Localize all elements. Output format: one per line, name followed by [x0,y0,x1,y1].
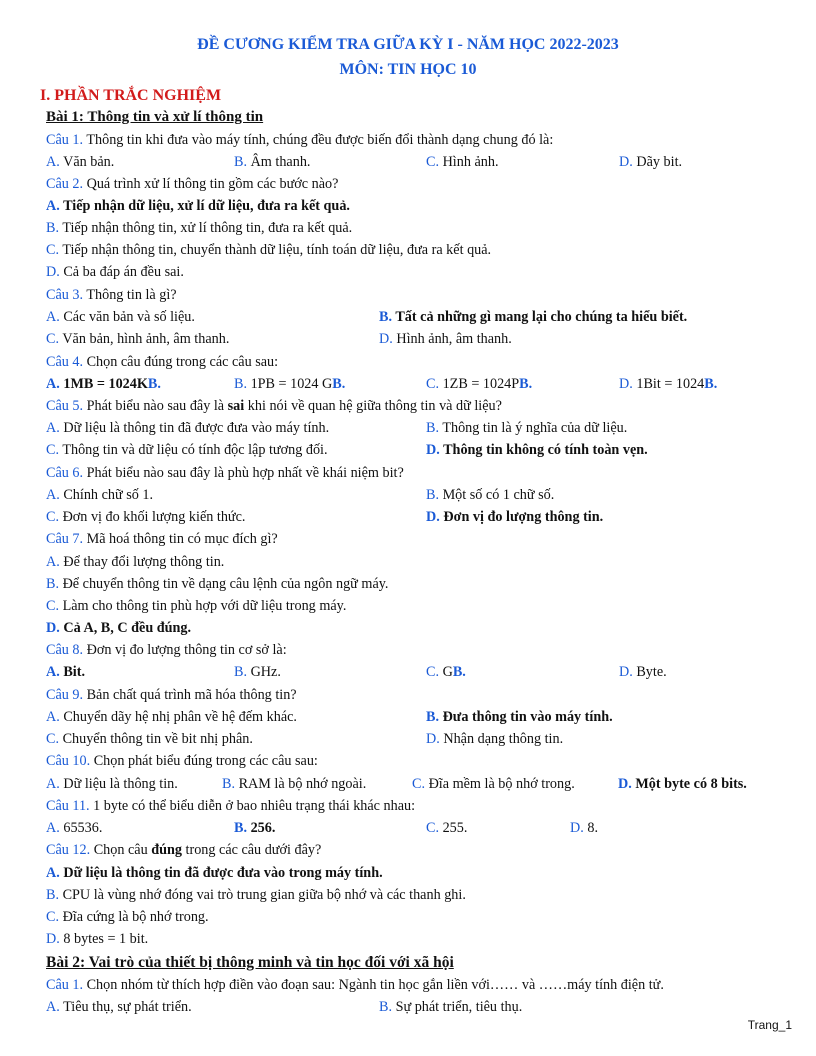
q7-option-c: C. Làm cho thông tin phù hợp với dữ liệu trong máy. [46,598,347,614]
q11-option-b: B. 256. [234,820,276,836]
q5-option-d: D. Thông tin không có tính toàn vẹn. [426,442,648,458]
q2-option-d: D. Cả ba đáp án đều sai. [46,264,184,280]
q12-option-d: D. 8 bytes = 1 bit. [46,931,149,947]
q12-option-c: C. Đĩa cứng là bộ nhớ trong. [46,909,209,925]
l2q1-option-a: A. Tiêu thụ, sự phát triển. [46,999,192,1015]
q3-option-b: B. Tất cả những gì mang lại cho chúng ta hiểu biết. [379,309,688,325]
q6-option-c: C. Đơn vị đo khối lượng kiến thức. [46,509,246,525]
q6-option-a: A. Chính chữ số 1. [46,487,154,503]
document-title: ĐỀ CƯƠNG KIỂM TRA GIỮA KỲ I - NĂM HỌC 2022-2023 [197,36,619,53]
q12-option-a: A. Dữ liệu là thông tin đã được đưa vào trong máy tính. [46,865,383,881]
q4-option-b: B. 1PB = 1024 GB. [234,376,346,392]
q1-option-c: C. Hình ảnh. [426,154,499,170]
q6-option-b: B. Một số có 1 chữ số. [426,487,555,503]
lesson2-question-1: Câu 1. Chọn nhóm từ thích hợp điền vào đoạn sau: Ngành tin học gắn liền với…… và ……máy tính điện tử. [46,977,664,993]
q9-option-b: B. Đưa thông tin vào máy tính. [426,709,613,725]
question-10: Câu 10. Chọn phát biểu đúng trong các câu sau: [46,753,318,769]
q2-option-c: C. Tiếp nhận thông tin, chuyển thành dữ liệu, tính toán dữ liệu, đưa ra kết quả. [46,242,492,258]
question-5: Câu 5. Phát biểu nào sau đây là sai khi nói về quan hệ giữa thông tin và dữ liệu? [46,398,502,414]
question-6: Câu 6. Phát biểu nào sau đây là phù hợp nhất về khái niệm bit? [46,465,404,481]
q4-option-d: D. 1Bit = 1024B. [619,376,718,392]
q6-option-d: D. Đơn vị đo lượng thông tin. [426,509,604,525]
document-subject: MÔN: TIN HỌC 10 [339,61,477,78]
section-heading: I. PHẦN TRẮC NGHIỆM [40,87,222,104]
lesson-1-heading: Bài 1: Thông tin và xử lí thông tin [46,109,264,125]
q11-option-c: C. 255. [426,820,468,836]
q7-option-b: B. Để chuyển thông tin về dạng câu lệnh của ngôn ngữ máy. [46,576,389,592]
question-number: Câu 1. [46,132,84,148]
question-11: Câu 11. 1 byte có thể biểu diễn ở bao nhiêu trạng thái khác nhau: [46,798,416,814]
q7-option-a: A. Để thay đổi lượng thông tin. [46,554,225,570]
q10-option-c: C. Đĩa mềm là bộ nhớ trong. [412,776,575,792]
q1-option-b: B. Âm thanh. [234,154,311,170]
question-8: Câu 8. Đơn vị đo lượng thông tin cơ sở là: [46,642,287,658]
question-9: Câu 9. Bản chất quá trình mã hóa thông tin? [46,687,297,703]
q11-option-a: A. 65536. [46,820,103,836]
q10-option-b: B. RAM là bộ nhớ ngoài. [222,776,367,792]
q3-option-d: D. Hình ảnh, âm thanh. [379,331,512,347]
q1-option-a: A. Văn bản. [46,154,115,170]
q4-option-c: C. 1ZB = 1024PB. [426,376,533,392]
q9-option-d: D. Nhận dạng thông tin. [426,731,564,747]
q8-option-a: A. Bit. [46,664,86,680]
q5-option-c: C. Thông tin và dữ liệu có tính độc lập tương đối. [46,442,328,458]
question-3: Câu 3. Thông tin là gì? [46,287,177,303]
q7-option-d: D. Cả A, B, C đều đúng. [46,620,192,636]
q2-option-a: A. Tiếp nhận dữ liệu, xử lí dữ liệu, đưa ra kết quả. [46,198,350,214]
q2-option-b: B. Tiếp nhận thông tin, xử lí thông tin, đưa ra kết quả. [46,220,353,236]
q9-option-c: C. Chuyển thông tin về bit nhị phân. [46,731,253,747]
q8-option-b: B. GHz. [234,664,281,680]
l2q1-option-b: B. Sự phát triển, tiêu thụ. [379,999,523,1015]
question-7: Câu 7. Mã hoá thông tin có mục đích gì? [46,531,278,547]
q9-option-a: A. Chuyển dãy hệ nhị phân về hệ đếm khác. [46,709,297,725]
lesson-2-heading: Bài 2: Vai trò của thiết bị thông minh và tin học đối với xã hội [46,954,454,971]
q8-option-d: D. Byte. [619,664,667,680]
question-4: Câu 4. Chọn câu đúng trong các câu sau: [46,354,279,370]
question-text: Thông tin khi đưa vào máy tính, chúng đều được biến đổi thành dạng chung đó là: [86,132,554,148]
q12-option-b: B. CPU là vùng nhớ đóng vai trò trung gian giữa bộ nhớ và các thanh ghi. [46,887,466,903]
q10-option-d: D. Một byte có 8 bits. [618,776,747,792]
q5-option-a: A. Dữ liệu là thông tin đã được đưa vào máy tính. [46,420,330,436]
question-2: Câu 2. Quá trình xử lí thông tin gồm các bước nào? [46,176,339,192]
q3-option-c: C. Văn bản, hình ảnh, âm thanh. [46,331,230,347]
q3-option-a: A. Các văn bản và số liệu. [46,309,195,325]
q5-option-b: B. Thông tin là ý nghĩa của dữ liệu. [426,420,628,436]
q11-option-d: D. 8. [570,820,598,836]
q8-option-c: C. GB. [426,664,466,680]
question-12: Câu 12. Chọn câu đúng trong các câu dưới đây? [46,842,322,858]
q4-option-a: A. 1MB = 1024KB. [46,376,161,392]
q10-option-a: A. Dữ liệu là thông tin. [46,776,178,792]
q1-option-d: D. Dãy bit. [619,154,683,170]
question-1 [46,131,553,150]
page-footer: Trang_1 [747,1018,792,1032]
